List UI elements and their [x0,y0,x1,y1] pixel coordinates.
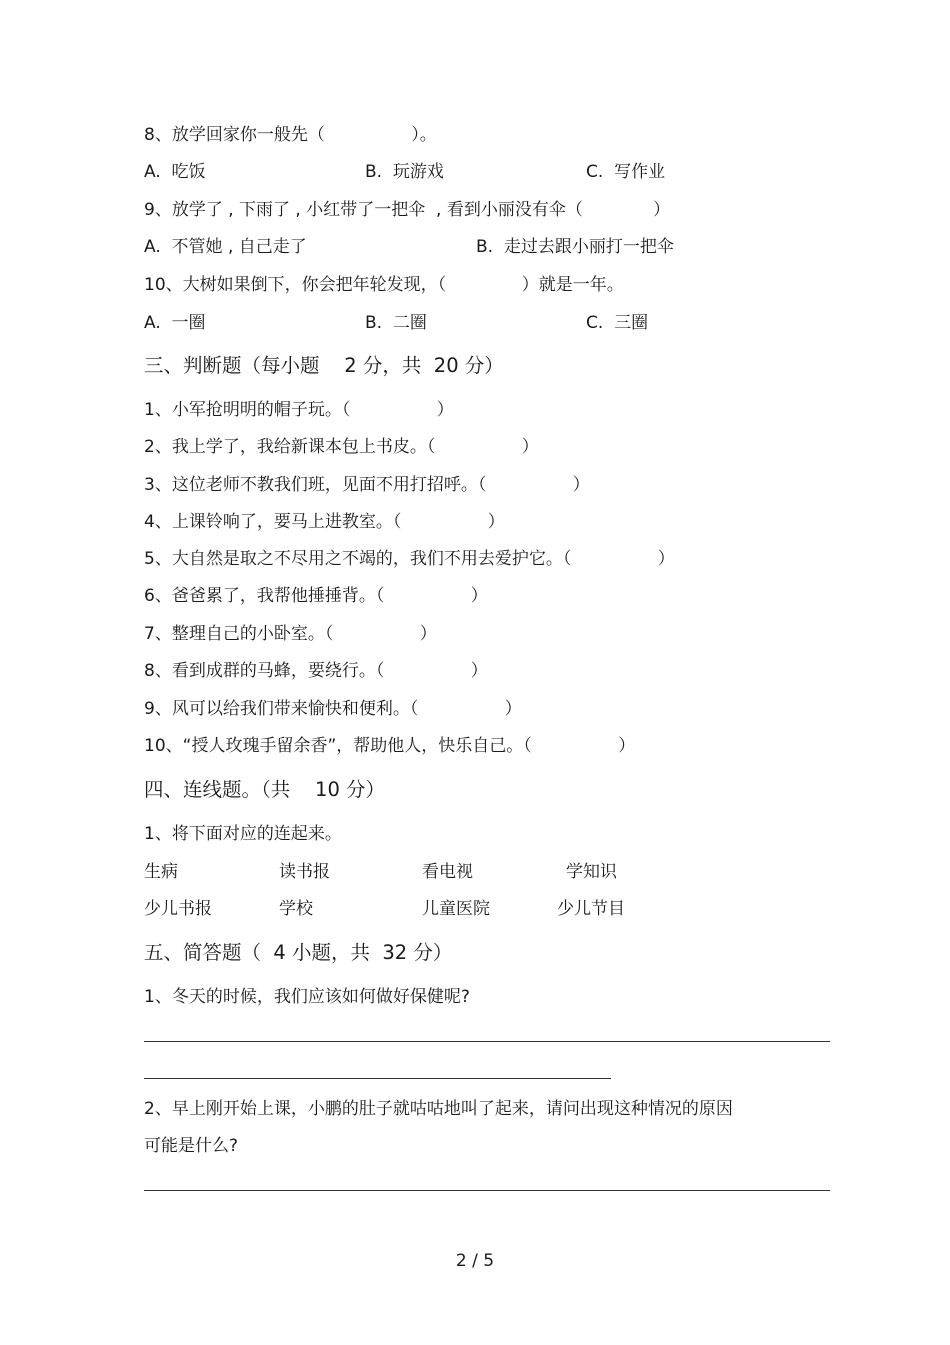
judge-item-5: 5、大自然是取之不尽用之不竭的，我们不用去爱护它。（ ） [144,549,675,569]
judge-item-2: 2、我上学了，我给新课本包上书皮。（ ） [144,437,539,457]
judge-item-3: 3、这位老师不教我们班，见面不用打招呼。（ ） [144,475,590,495]
q10-option-c: C. 三圈 [586,313,649,333]
answer-line-1[interactable] [144,1041,830,1042]
match-top-2: 读书报 [279,862,330,882]
match-top-3: 看电视 [422,862,473,882]
page-number: 2 / 5 [455,1251,495,1271]
question-10-stem: 10、大树如果倒下，你会把年轮发现，（ ）就是一年。 [144,275,624,295]
question-9-stem: 9、放学了 , 下雨了 , 小红带了一把伞 , 看到小丽没有伞（ ） [144,200,671,220]
q9-option-a: A. 不管她 , 自己走了 [144,237,307,257]
section4-heading: 四、连线题。（共 10 分） [144,778,386,801]
match-bottom-4: 少儿节目 [557,899,625,919]
short-answer-q2-line1: 2、早上刚开始上课，小鹏的肚子就咕咕地叫了起来，请问出现这种情况的原因 [144,1099,733,1119]
judge-item-7: 7、整理自己的小卧室。（ ） [144,624,437,644]
answer-line-2[interactable] [144,1078,611,1079]
match-top-4: 学知识 [566,862,617,882]
judge-item-8: 8、看到成群的马蜂，要绕行。（ ） [144,661,488,681]
judge-item-9: 9、风可以给我们带来愉快和便利。（ ） [144,699,522,719]
question-8-stem: 8、放学回家你一般先（ ）。 [144,125,437,145]
match-bottom-2: 学校 [279,899,313,919]
match-top-1: 生病 [144,862,178,882]
q10-option-b: B. 二圈 [365,313,427,333]
short-answer-q2-line2: 可能是什么? [144,1136,239,1156]
q8-option-b: B. 玩游戏 [365,162,444,182]
q9-option-b: B. 走过去跟小丽打一把伞 [476,237,674,257]
match-bottom-3: 儿童医院 [422,899,490,919]
answer-line-3[interactable] [144,1190,830,1191]
short-answer-q1: 1、冬天的时候，我们应该如何做好保健呢? [144,987,470,1007]
section5-heading: 五、简答题（ 4 小题，共 32 分） [144,941,453,964]
match-bottom-1: 少儿书报 [144,899,212,919]
judge-item-6: 6、爸爸累了，我帮他捶捶背。（ ） [144,586,488,606]
judge-item-1: 1、小军抢明明的帽子玩。（ ） [144,400,454,420]
matching-instruction: 1、将下面对应的连起来。 [144,824,342,844]
judge-item-10: 10、“授人玫瑰手留余香”，帮助他人，快乐自己。（ ） [144,736,636,756]
q8-option-c: C. 写作业 [586,162,666,182]
section3-heading: 三、判断题（每小题 2 分，共 20 分） [144,354,504,377]
judge-item-4: 4、上课铃响了，要马上进教室。（ ） [144,512,505,532]
q8-option-a: A. 吃饭 [144,162,206,182]
q10-option-a: A. 一圈 [144,313,206,333]
